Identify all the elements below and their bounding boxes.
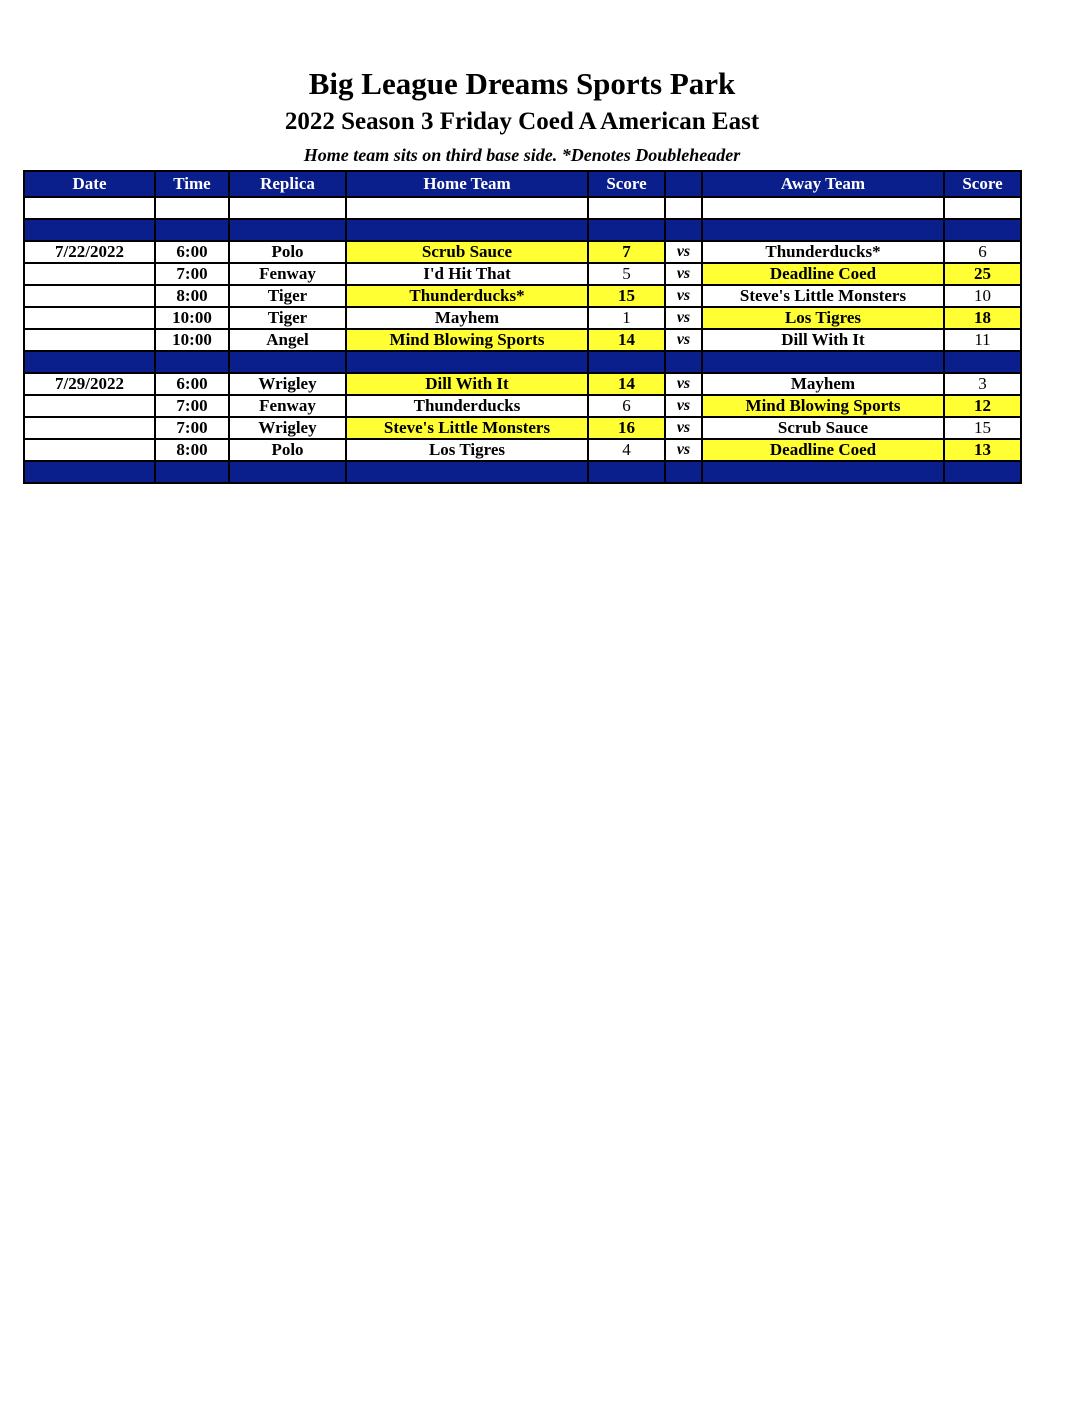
- separator-cell: [346, 461, 588, 483]
- cell-date: [24, 263, 155, 285]
- spacer-row: [24, 197, 1021, 219]
- cell-replica: Polo: [229, 241, 346, 263]
- cell-time: 6:00: [155, 373, 229, 395]
- cell-away-team: Thunderducks*: [702, 241, 944, 263]
- separator-cell: [588, 461, 665, 483]
- cell-away-team: Steve's Little Monsters: [702, 285, 944, 307]
- cell-home-team: Thunderducks*: [346, 285, 588, 307]
- cell-away-score: 18: [944, 307, 1021, 329]
- cell-replica: Fenway: [229, 395, 346, 417]
- column-header-time: Time: [155, 171, 229, 197]
- cell-vs: vs: [665, 329, 702, 351]
- cell-away-team: Scrub Sauce: [702, 417, 944, 439]
- spacer-cell: [702, 197, 944, 219]
- cell-time: 8:00: [155, 439, 229, 461]
- separator-cell: [702, 461, 944, 483]
- cell-home-score: 5: [588, 263, 665, 285]
- separator-cell: [944, 461, 1021, 483]
- spacer-cell: [229, 197, 346, 219]
- separator-cell: [665, 351, 702, 373]
- cell-home-team: I'd Hit That: [346, 263, 588, 285]
- cell-time: 6:00: [155, 241, 229, 263]
- table-row: [24, 439, 1021, 461]
- cell-home-score: 4: [588, 439, 665, 461]
- cell-home-score: 14: [588, 373, 665, 395]
- cell-replica: Fenway: [229, 263, 346, 285]
- cell-vs: vs: [665, 395, 702, 417]
- cell-away-team: Dill With It: [702, 329, 944, 351]
- separator-cell: [155, 219, 229, 241]
- cell-home-team: Mayhem: [346, 307, 588, 329]
- separator-cell: [702, 219, 944, 241]
- cell-away-team: Deadline Coed: [702, 263, 944, 285]
- column-header-replica: Replica: [229, 171, 346, 197]
- spacer-cell: [944, 197, 1021, 219]
- cell-replica: Tiger: [229, 307, 346, 329]
- cell-home-score: 16: [588, 417, 665, 439]
- cell-replica: Wrigley: [229, 373, 346, 395]
- cell-home-score: 1: [588, 307, 665, 329]
- spacer-cell: [155, 197, 229, 219]
- separator-cell: [588, 219, 665, 241]
- separator-cell: [24, 351, 155, 373]
- table-row: [24, 263, 1021, 285]
- cell-vs: vs: [665, 417, 702, 439]
- cell-time: 7:00: [155, 417, 229, 439]
- cell-home-score: 7: [588, 241, 665, 263]
- cell-away-score: 25: [944, 263, 1021, 285]
- schedule-table: [23, 170, 1022, 484]
- table-row: [24, 395, 1021, 417]
- spacer-cell: [24, 197, 155, 219]
- cell-vs: vs: [665, 241, 702, 263]
- cell-vs: vs: [665, 285, 702, 307]
- cell-date: [24, 395, 155, 417]
- page-title: Big League Dreams Sports Park: [308, 66, 736, 101]
- footer-band-row: [24, 461, 1021, 483]
- separator-cell: [24, 461, 155, 483]
- cell-date: 7/29/2022: [24, 373, 155, 395]
- separator-cell: [155, 461, 229, 483]
- separator-cell: [944, 219, 1021, 241]
- separator-cell: [665, 219, 702, 241]
- cell-vs: vs: [665, 373, 702, 395]
- cell-replica: Angel: [229, 329, 346, 351]
- cell-home-score: 15: [588, 285, 665, 307]
- cell-away-score: 10: [944, 285, 1021, 307]
- week-separator-row: [24, 219, 1021, 241]
- cell-date: [24, 417, 155, 439]
- table-row: [24, 307, 1021, 329]
- schedule-note: Home team sits on third base side. *Denotes Doubleheader: [303, 145, 741, 165]
- table-header-row: [24, 171, 1021, 197]
- cell-away-score: 6: [944, 241, 1021, 263]
- cell-date: 7/22/2022: [24, 241, 155, 263]
- cell-time: 10:00: [155, 329, 229, 351]
- cell-away-team: Los Tigres: [702, 307, 944, 329]
- column-header-away-team: Away Team: [702, 171, 944, 197]
- table-row: [24, 373, 1021, 395]
- page-subtitle: 2022 Season 3 Friday Coed A American East: [284, 108, 760, 135]
- cell-date: [24, 285, 155, 307]
- column-header-away-score: Score: [944, 171, 1021, 197]
- cell-away-score: 13: [944, 439, 1021, 461]
- separator-cell: [665, 461, 702, 483]
- table-row: [24, 329, 1021, 351]
- separator-cell: [346, 351, 588, 373]
- column-header-home-team: Home Team: [346, 171, 588, 197]
- cell-away-score: 3: [944, 373, 1021, 395]
- column-header-home-score: Score: [588, 171, 665, 197]
- cell-replica: Wrigley: [229, 417, 346, 439]
- column-header-date: Date: [24, 171, 155, 197]
- table-row: [24, 417, 1021, 439]
- cell-vs: vs: [665, 307, 702, 329]
- cell-home-team: Scrub Sauce: [346, 241, 588, 263]
- cell-date: [24, 307, 155, 329]
- schedule-body: [24, 197, 1021, 483]
- separator-cell: [588, 351, 665, 373]
- cell-home-team: Los Tigres: [346, 439, 588, 461]
- cell-home-team: Mind Blowing Sports: [346, 329, 588, 351]
- cell-time: 10:00: [155, 307, 229, 329]
- table-row: [24, 285, 1021, 307]
- cell-time: 7:00: [155, 395, 229, 417]
- cell-date: [24, 329, 155, 351]
- table-row: [24, 241, 1021, 263]
- separator-cell: [24, 219, 155, 241]
- cell-away-team: Deadline Coed: [702, 439, 944, 461]
- cell-home-score: 14: [588, 329, 665, 351]
- cell-replica: Tiger: [229, 285, 346, 307]
- cell-date: [24, 439, 155, 461]
- separator-cell: [229, 351, 346, 373]
- cell-home-team: Steve's Little Monsters: [346, 417, 588, 439]
- cell-time: 7:00: [155, 263, 229, 285]
- separator-cell: [155, 351, 229, 373]
- cell-home-team: Dill With It: [346, 373, 588, 395]
- cell-vs: vs: [665, 439, 702, 461]
- cell-away-score: 11: [944, 329, 1021, 351]
- cell-away-team: Mayhem: [702, 373, 944, 395]
- separator-cell: [229, 461, 346, 483]
- separator-cell: [346, 219, 588, 241]
- column-header-vs: [665, 171, 702, 197]
- spacer-cell: [665, 197, 702, 219]
- spacer-cell: [346, 197, 588, 219]
- cell-home-score: 6: [588, 395, 665, 417]
- separator-cell: [229, 219, 346, 241]
- cell-away-score: 12: [944, 395, 1021, 417]
- cell-away-score: 15: [944, 417, 1021, 439]
- cell-time: 8:00: [155, 285, 229, 307]
- cell-home-team: Thunderducks: [346, 395, 588, 417]
- cell-replica: Polo: [229, 439, 346, 461]
- cell-away-team: Mind Blowing Sports: [702, 395, 944, 417]
- cell-vs: vs: [665, 263, 702, 285]
- separator-cell: [702, 351, 944, 373]
- spacer-cell: [588, 197, 665, 219]
- week-separator-row: [24, 351, 1021, 373]
- separator-cell: [944, 351, 1021, 373]
